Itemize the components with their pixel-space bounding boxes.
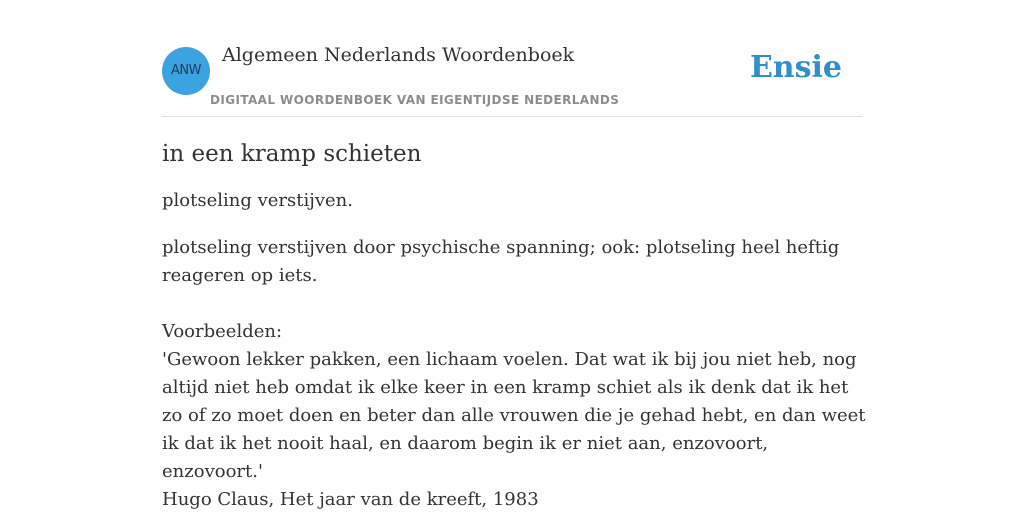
meaning-2: plotseling verstijven door psychische spanning; ook: plotseling heel heftig reageren op iets. [162,237,840,286]
dictionary-name[interactable]: Algemeen Nederlands Woordenboek [222,44,575,66]
page-title: in een kramp schieten [162,141,422,167]
example-source: Hugo Claus, Het jaar van de kreeft, 1983 [162,489,539,510]
meaning-1: plotseling verstijven. [162,190,353,211]
example-quote: 'Gewoon lekker pakken, een lichaam voelen. Dat wat ik bij jou niet heb, nog altijd niet heb omdat ik elke keer in een kramp schiet als ik denk dat ik het zo of zo moet doen en beter dan alle vrouwen die je gehad hebt, en dan weet ik dat ik het nooit haal, en daarom begin ik er niet aan, enzovoort, enzovoort.' [162,349,866,482]
dictionary-subtitle: DIGITAAL WOORDENBOEK VAN EIGENTIJDSE NEDERLANDS [210,93,620,107]
ensie-logo[interactable]: Ensie [749,50,842,85]
site-header [162,0,862,117]
anw-logo[interactable]: ANW [162,47,210,95]
examples-label: Voorbeelden: [162,321,283,342]
entry-content [162,138,872,512]
examples-block [162,318,872,512]
